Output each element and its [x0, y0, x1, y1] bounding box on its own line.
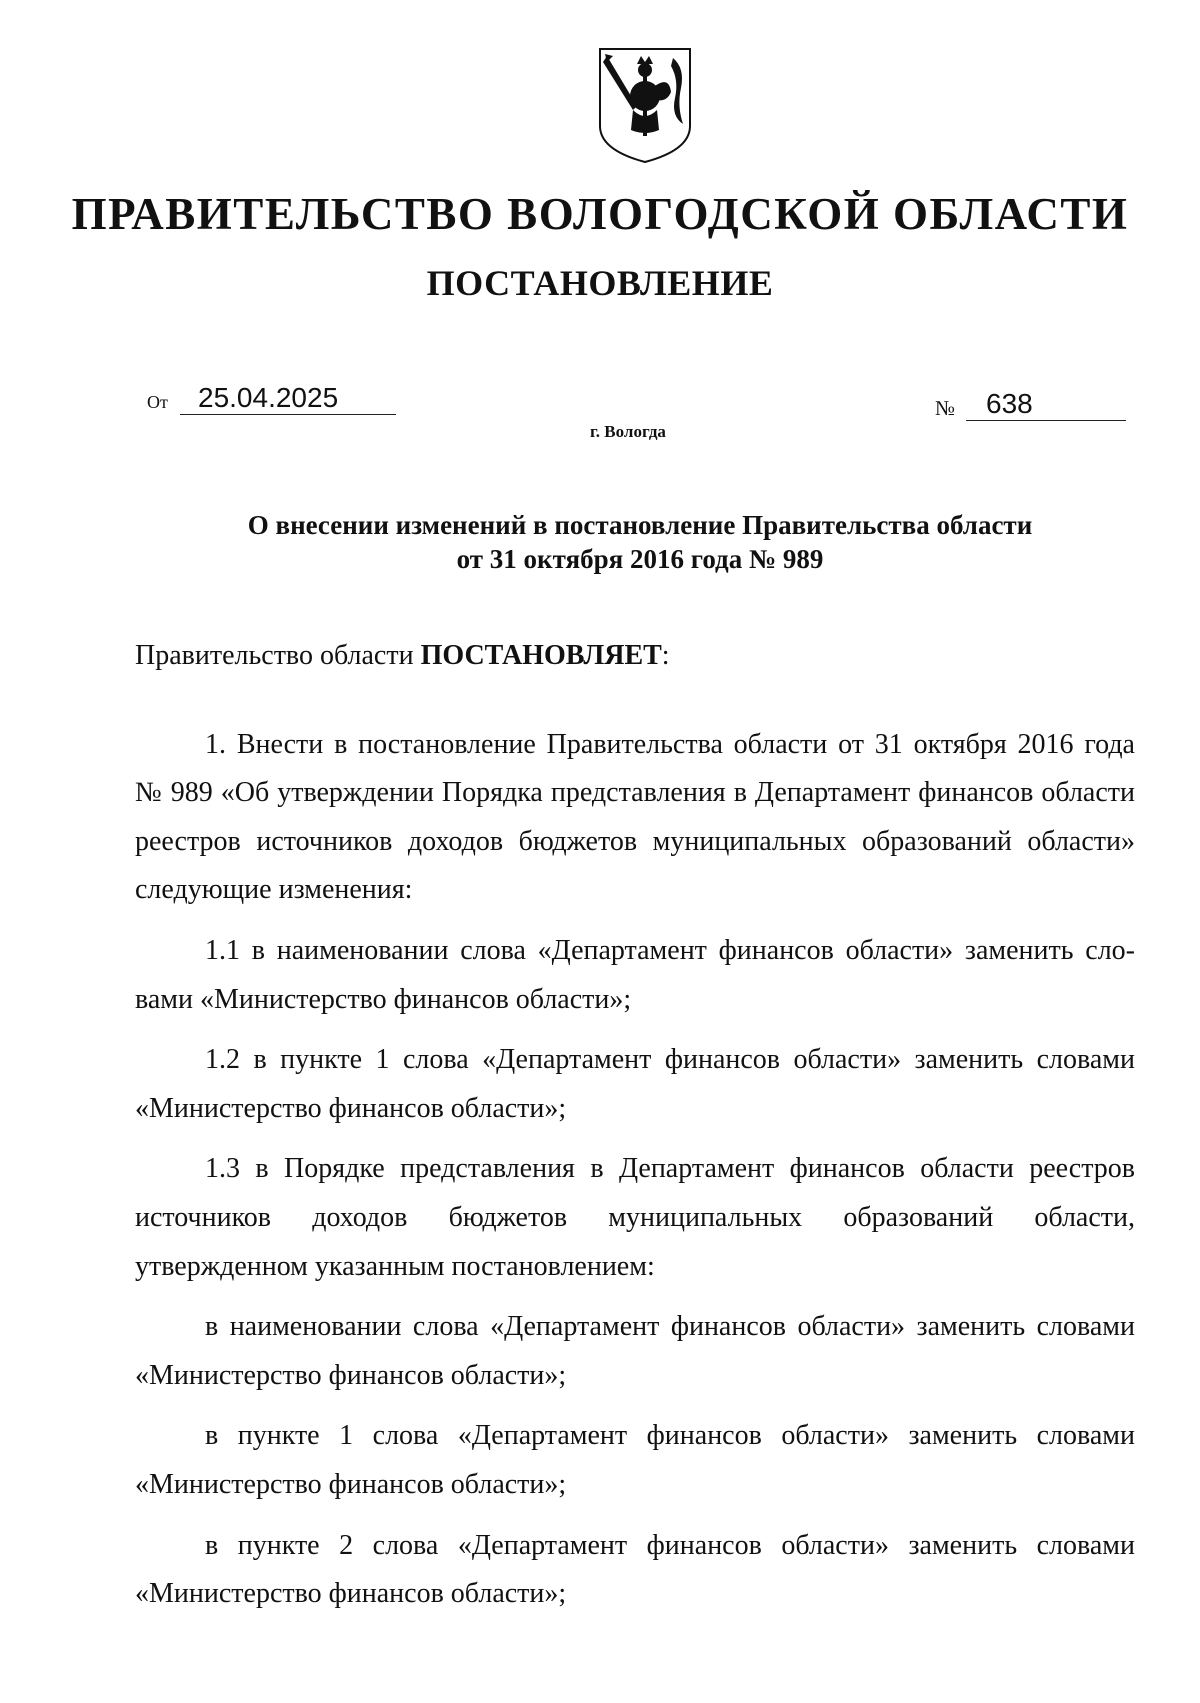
subject-line: О внесении изменений в постановление Правительства области: [247, 510, 1033, 540]
date-value: 25.04.2025: [180, 382, 396, 415]
number-label: №: [935, 396, 956, 420]
paragraph-continuation: «Министерство финансов области»;: [135, 1578, 567, 1610]
resolution-intro: [135, 632, 1135, 681]
paragraph-first-line: 1.2 в пункте 1 слова «Департамент финансов области» заменить словами: [205, 1044, 1135, 1076]
date-label: От: [147, 392, 168, 412]
document-body: [135, 632, 1135, 1619]
paragraph-first-line: в пункте 1 слова «Департамент финансов области» заменить словами: [205, 1420, 1135, 1452]
coat-of-arms-emblem: [597, 46, 693, 164]
paragraph-first-line: 1.3 в Порядке представления в Департамент финансов области реестров: [205, 1153, 1135, 1185]
paragraph-continuation: вами «Министерство финансов области»;: [135, 983, 632, 1015]
paragraph-continuation: № 989 «Об утверждении Порядка представления в Департамент финансов области реестров источников доходов бюджетов муниципальных образований области» следующие изменения:: [135, 777, 1135, 906]
city-name: г. Вологда: [590, 422, 666, 441]
intro-emphasis: ПОСТАНОВЛЯЕТ: [420, 640, 662, 671]
paragraph-continuation: источников доходов бюджетов муниципальных образований области, утвержденном указанным постановлением:: [135, 1201, 1135, 1282]
subject-line: от 31 октября 2016 года № 989: [456, 544, 824, 574]
government-title: ПРАВИТЕЛЬСТВО ВОЛОГОДСКОЙ ОБЛАСТИ: [71, 189, 1129, 239]
document-type: ПОСТАНОВЛЕНИЕ: [426, 263, 774, 303]
paragraph-first-line: в пункте 2 слова «Департамент финансов области» заменить словами: [205, 1529, 1135, 1561]
paragraph-continuation: «Министерство финансов области»;: [135, 1468, 567, 1500]
paragraph-first-line: в наименовании слова «Департамент финансов области» заменить словами: [205, 1311, 1135, 1343]
paragraph-first-line: 1. Внести в постановление Правительства области от 31 октября 2016 года: [205, 728, 1135, 760]
paragraph-first-line: 1.1 в наименовании слова «Департамент финансов области» заменить сло-: [205, 934, 1135, 966]
document-number: 638: [966, 388, 1126, 421]
document-subject: [160, 508, 1120, 576]
paragraph-continuation: «Министерство финансов области»;: [135, 1092, 567, 1124]
intro-text: Правительство области: [135, 640, 421, 671]
paragraph-continuation: «Министерство финансов области»;: [135, 1359, 567, 1391]
intro-tail: :: [661, 640, 670, 671]
